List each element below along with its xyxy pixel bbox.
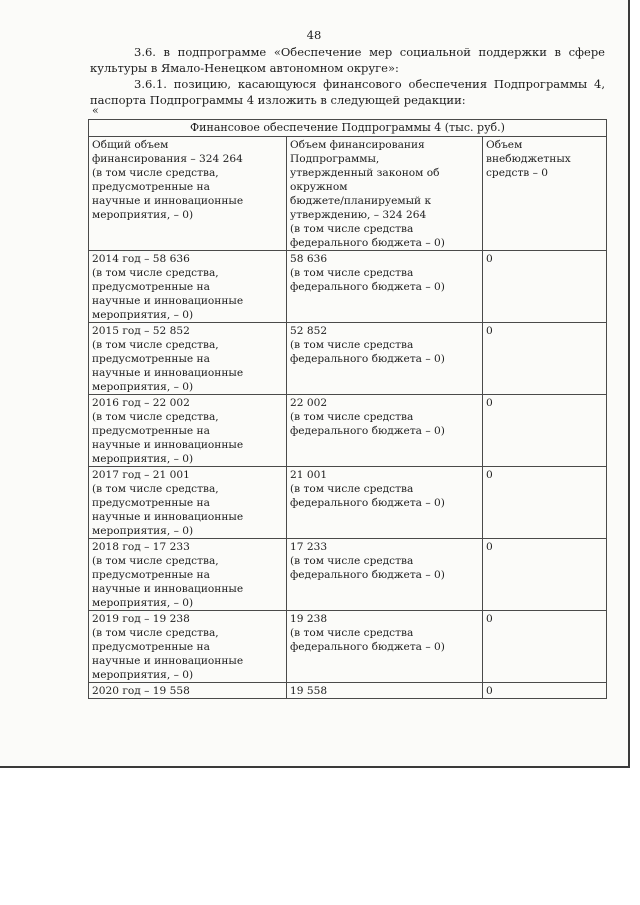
- year-extrabudgetary-cell: 0: [483, 539, 607, 611]
- table-row: [89, 323, 607, 395]
- year-total-cell: 2020 год – 19 558: [89, 683, 287, 699]
- total-financing-cell: Общий объем финансирования – 324 264 (в том числе средства, предусмотренные на научные и инновационные мероприятия, – 0): [89, 137, 287, 251]
- year-extrabudgetary-cell: 0: [483, 323, 607, 395]
- financing-table: [88, 119, 607, 699]
- year-total-cell: 2015 год – 52 852 (в том числе средства, предусмотренные на научные и инновационные мероприятия, – 0): [89, 323, 287, 395]
- table-title-row: [89, 120, 607, 137]
- year-total-cell: 2014 год – 58 636 (в том числе средства, предусмотренные на научные и инновационные мероприятия, – 0): [89, 251, 287, 323]
- paragraph-3-6-1: 3.6.1. позицию, касающуюся финансового обеспечения Подпрограммы 4, паспорта Подпрограммы 4 изложить в следующей редакции:: [90, 77, 605, 107]
- year-extrabudgetary-cell: 0: [483, 467, 607, 539]
- table-title: Финансовое обеспечение Подпрограммы 4 (тыс. руб.): [89, 120, 607, 137]
- year-total-cell: 2016 год – 22 002 (в том числе средства, предусмотренные на научные и инновационные мероприятия, – 0): [89, 395, 287, 467]
- year-extrabudgetary-cell: 0: [483, 251, 607, 323]
- paragraph-3-6: 3.6. в подпрограмме «Обеспечение мер социальной поддержки в сфере культуры в Ямало-Ненецком автономном округе»:: [90, 45, 605, 75]
- year-budget-cell: 52 852 (в том числе средства федерального бюджета – 0): [287, 323, 483, 395]
- year-total-cell: 2017 год – 21 001 (в том числе средства, предусмотренные на научные и инновационные мероприятия, – 0): [89, 467, 287, 539]
- year-budget-cell: 22 002 (в том числе средства федерального бюджета – 0): [287, 395, 483, 467]
- intro-text: [90, 44, 605, 108]
- year-total-cell: 2018 год – 17 233 (в том числе средства, предусмотренные на научные и инновационные мероприятия, – 0): [89, 539, 287, 611]
- year-extrabudgetary-cell: 0: [483, 683, 607, 699]
- year-extrabudgetary-cell: 0: [483, 611, 607, 683]
- table-row: [89, 683, 607, 699]
- year-budget-cell: 58 636 (в том числе средства федерального бюджета – 0): [287, 251, 483, 323]
- opening-quote: «: [92, 104, 99, 117]
- table-row: [89, 467, 607, 539]
- extrabudgetary-cell: Объем внебюджетных средств – 0: [483, 137, 607, 251]
- table-header-row: [89, 137, 607, 251]
- year-budget-cell: 21 001 (в том числе средства федерального бюджета – 0): [287, 467, 483, 539]
- year-extrabudgetary-cell: 0: [483, 395, 607, 467]
- approved-financing-cell: Объем финансирования Подпрограммы, утвержденный законом об окружном бюджете/планируемый к утверждению, – 324 264 (в том числе средства федерального бюджета – 0): [287, 137, 483, 251]
- table-row: [89, 251, 607, 323]
- year-budget-cell: 17 233 (в том числе средства федерального бюджета – 0): [287, 539, 483, 611]
- year-budget-cell: 19 558: [287, 683, 483, 699]
- year-total-cell: 2019 год – 19 238 (в том числе средства, предусмотренные на научные и инновационные мероприятия, – 0): [89, 611, 287, 683]
- table-row: [89, 611, 607, 683]
- table-row: [89, 539, 607, 611]
- year-budget-cell: 19 238 (в том числе средства федерального бюджета – 0): [287, 611, 483, 683]
- table-row: [89, 395, 607, 467]
- page-number: 48: [306, 28, 322, 42]
